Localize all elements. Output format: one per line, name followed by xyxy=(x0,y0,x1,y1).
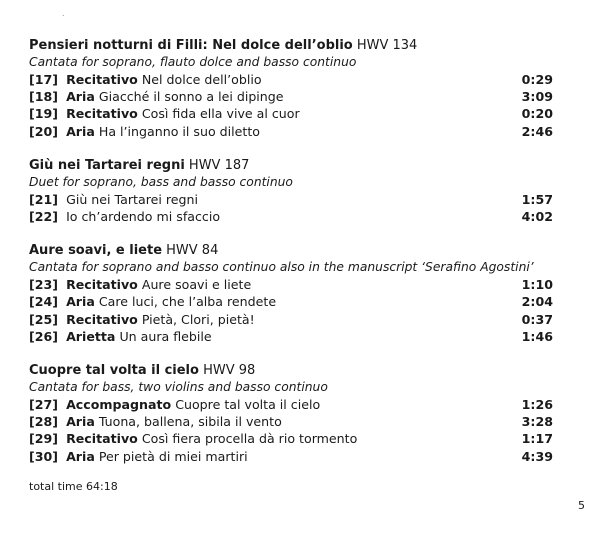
track-row xyxy=(29,311,553,328)
track-row xyxy=(29,88,553,105)
work-title: Pensieri notturni di Filli: Nel dolce dell’oblio xyxy=(29,38,353,53)
track-text: Care luci, che l’alba rendete xyxy=(98,294,277,310)
work-subtitle: Duet for soprano, bass and basso continuo xyxy=(29,174,293,189)
track-row xyxy=(29,123,553,140)
track-time: 1:57 xyxy=(521,191,553,207)
track-form: Aria xyxy=(66,123,95,139)
work-subtitle: Cantata for soprano and basso continuo also in the manuscript ‘Serafino Agostini’ xyxy=(29,260,534,275)
work-section xyxy=(29,157,553,225)
track-time: 0:37 xyxy=(521,311,553,327)
track-number: [27] xyxy=(29,397,59,413)
track-text: Cuopre tal volta il cielo xyxy=(175,397,321,413)
track-number: [23] xyxy=(29,277,59,293)
work-catalog: HWV 134 xyxy=(356,38,418,53)
track-number: [26] xyxy=(29,328,59,344)
track-text: Aure soavi e liete xyxy=(141,277,252,293)
work-section xyxy=(29,362,553,465)
track-number: [24] xyxy=(29,294,59,310)
work-catalog: HWV 98 xyxy=(203,363,256,379)
track-row xyxy=(29,448,553,465)
track-row xyxy=(29,208,553,225)
track-time: 2:04 xyxy=(521,294,553,310)
work-title: Aure soavi, e liete xyxy=(29,243,163,259)
track-text: Nel dolce dell’oblio xyxy=(141,72,262,87)
tracklist xyxy=(29,37,553,482)
track-time: 0:29 xyxy=(521,72,553,87)
stray-dot: . xyxy=(62,9,65,18)
track-form: Aria xyxy=(66,294,95,310)
track-form: Recitativo xyxy=(66,106,138,122)
work-section xyxy=(29,242,553,345)
track-row xyxy=(29,430,553,447)
track-text: Io ch’ardendo mi sfaccio xyxy=(66,209,221,225)
track-number: [25] xyxy=(29,311,59,327)
track-time: 0:20 xyxy=(521,106,553,122)
page-number: 5 xyxy=(578,499,585,512)
track-time: 3:28 xyxy=(521,414,553,430)
track-number: [30] xyxy=(29,448,59,464)
work-title-line xyxy=(29,37,553,54)
track-text: Così fiera procella dà rio tormento xyxy=(141,431,358,447)
track-time: 4:39 xyxy=(521,448,553,464)
work-catalog: HWV 187 xyxy=(188,157,250,173)
track-text: Per pietà di miei martiri xyxy=(98,448,248,464)
track-form: Recitativo xyxy=(66,72,138,87)
track-time: 1:46 xyxy=(521,328,553,344)
track-form: Aria xyxy=(66,414,95,430)
work-catalog: HWV 84 xyxy=(166,243,219,259)
track-number: [22] xyxy=(29,209,59,225)
track-form: Recitativo xyxy=(66,311,138,327)
track-form: Recitativo xyxy=(66,431,138,447)
track-number: [29] xyxy=(29,431,59,447)
track-form: Recitativo xyxy=(66,277,138,293)
work-title: Cuopre tal volta il cielo xyxy=(29,363,199,379)
track-text: Così fida ella vive al cuor xyxy=(141,106,300,122)
track-number: [18] xyxy=(29,89,59,105)
track-number: [21] xyxy=(29,191,59,207)
work-title-line xyxy=(29,242,553,259)
track-time: 1:26 xyxy=(521,397,553,413)
track-row xyxy=(29,191,553,208)
track-form: Aria xyxy=(66,448,95,464)
track-text: Un aura flebile xyxy=(119,328,212,344)
track-text: Giacché il sonno a lei dipinge xyxy=(98,89,284,105)
track-text: Giù nei Tartarei regni xyxy=(66,191,198,207)
total-time: total time 64:18 xyxy=(29,480,118,493)
track-number: [19] xyxy=(29,106,59,122)
track-text: Ha l’inganno il suo diletto xyxy=(98,123,260,139)
track-row xyxy=(29,105,553,122)
track-time: 1:17 xyxy=(521,431,553,447)
work-subtitle: Cantata for soprano, flauto dolce and basso continuo xyxy=(29,55,357,69)
track-row xyxy=(29,71,553,88)
track-text: Tuona, ballena, sibila il vento xyxy=(98,414,282,430)
track-row xyxy=(29,328,553,345)
work-subtitle: Cantata for bass, two violins and basso continuo xyxy=(29,380,328,395)
track-row xyxy=(29,276,553,293)
work-title: Giù nei Tartarei regni xyxy=(29,157,185,173)
track-form: Aria xyxy=(66,89,95,105)
work-section xyxy=(29,37,553,140)
track-text: Pietà, Clori, pietà! xyxy=(141,311,255,327)
track-form: Accompagnato xyxy=(66,397,172,413)
track-row xyxy=(29,413,553,430)
track-row xyxy=(29,396,553,413)
work-title-line xyxy=(29,362,553,379)
track-number: [20] xyxy=(29,123,59,139)
track-time: 1:10 xyxy=(521,277,553,293)
track-form: Arietta xyxy=(66,328,116,344)
track-number: [28] xyxy=(29,414,59,430)
track-time: 3:09 xyxy=(521,89,553,105)
track-time: 2:46 xyxy=(521,123,553,139)
track-time: 4:02 xyxy=(521,209,553,225)
track-number: [17] xyxy=(29,72,59,87)
track-row xyxy=(29,293,553,310)
work-title-line xyxy=(29,157,553,174)
